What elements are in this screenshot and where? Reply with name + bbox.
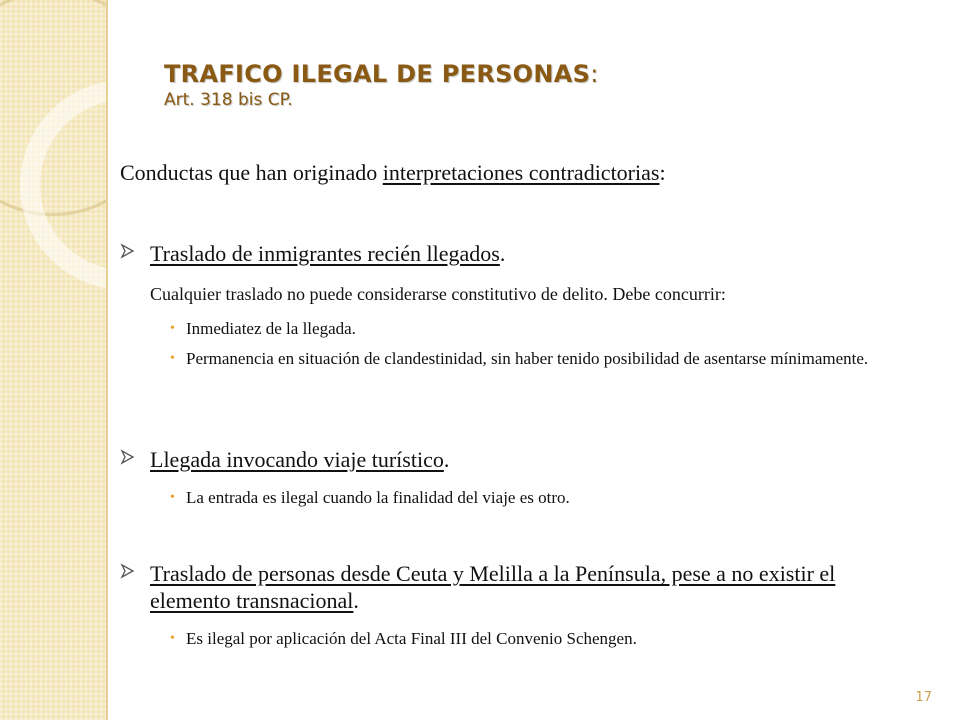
- decorative-sidebar: [0, 0, 108, 720]
- bullet-heading: Llegada invocando viaje turístico: [150, 447, 444, 472]
- dot-bullet-icon: •: [170, 631, 175, 646]
- sub-item-text: Es ilegal por aplicación del Acta Final III del Convenio Schengen.: [186, 629, 637, 648]
- sub-item: [170, 348, 906, 369]
- bullet-item: [120, 560, 910, 614]
- title-subtitle: Art. 318 bis CP.: [164, 90, 293, 110]
- bullet-item: [120, 240, 920, 267]
- bullet-heading: Traslado de inmigrantes recién llegados: [150, 241, 500, 266]
- sub-item: [170, 318, 946, 339]
- intro-underlined: interpretaciones contradictorias: [382, 160, 660, 185]
- page-number: 17: [915, 690, 932, 705]
- arrow-bullet-icon: [120, 243, 136, 259]
- dot-bullet-icon: •: [170, 321, 175, 336]
- dot-bullet-icon: •: [170, 490, 175, 505]
- sub-item: [170, 487, 946, 508]
- intro-before: Conductas que han originado: [120, 160, 383, 185]
- sub-item-text: La entrada es ilegal cuando la finalidad del viaje es otro.: [186, 488, 570, 507]
- bullet-period: .: [499, 241, 506, 266]
- title-main: TRAFICO ILEGAL DE PERSONAS: [164, 60, 591, 88]
- sub-item-text: Inmediatez de la llegada.: [186, 319, 356, 338]
- bullet-period: .: [353, 588, 359, 613]
- dot-bullet-icon: •: [170, 351, 175, 366]
- bullet-heading: Traslado de personas desde Ceuta y Melilla a la Península, pese a no existir el elemento transnacional: [150, 561, 836, 613]
- intro-after: :: [659, 160, 666, 185]
- arrow-bullet-icon: [120, 563, 136, 579]
- intro-text: [120, 160, 666, 186]
- sub-item-text: Permanencia en situación de clandestinidad, sin haber tenido posibilidad de asentarse mínimamente.: [186, 349, 869, 368]
- sub-item: [170, 628, 946, 649]
- arrow-bullet-icon: [120, 449, 136, 465]
- bullet-item: [120, 446, 920, 473]
- slide-title: [164, 60, 599, 110]
- title-colon: :: [590, 60, 599, 88]
- bullet-note: Cualquier traslado no puede considerarse constitutivo de delito. Debe concurrir:: [150, 284, 726, 304]
- bullet-period: .: [443, 447, 450, 472]
